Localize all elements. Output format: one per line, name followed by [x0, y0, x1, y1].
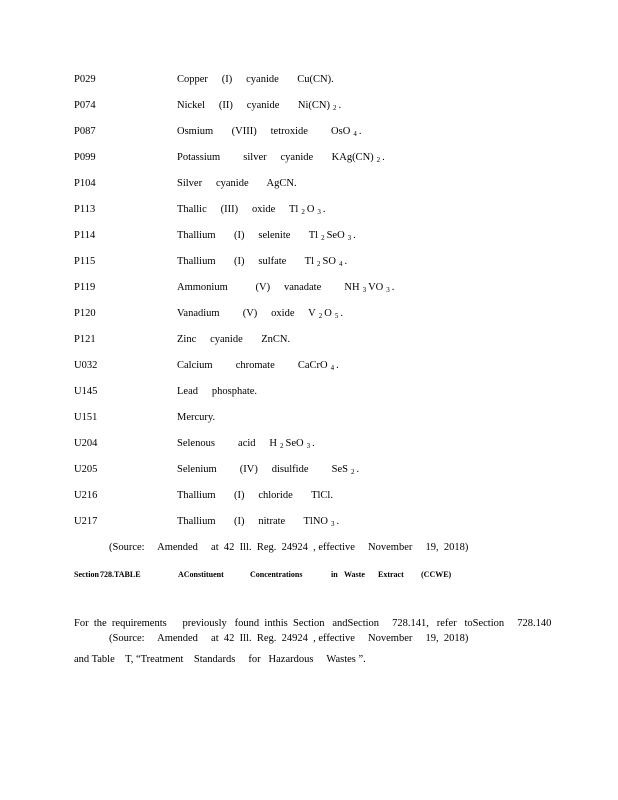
constituent-text: Thallium (I) nitrate TlNO [177, 516, 328, 527]
formula-part: . [358, 126, 362, 137]
constituent-text: Calcium chromate CaCrO [177, 360, 328, 371]
constituent-name [177, 515, 339, 531]
constituent-text: Thallium (I) selenite Tl [177, 230, 319, 241]
table-row [0, 203, 618, 217]
formula-subscript: 3 [347, 234, 352, 242]
section-heading-word: 728.TABLE [100, 570, 141, 579]
paragraph-line: For the requirements previously found inthis Section andSection 728.141, refer toSection 728.140 [74, 618, 552, 629]
constituent-text: Thallium (I) chloride TlCl. [177, 490, 333, 501]
constituent-name [177, 411, 215, 425]
constituent-name [177, 463, 359, 479]
formula-part: . [338, 100, 342, 111]
section-heading-word: (CCWE) [421, 570, 452, 579]
formula-part: SeO [285, 438, 304, 449]
formula-part: . [356, 464, 360, 475]
constituent-text: Zinc cyanide ZnCN. [177, 334, 291, 345]
source-note-2: (Source: Amended at 42 Ill. Reg. 24924 , effective November 19, 2018) [109, 633, 469, 644]
table-row [0, 333, 618, 347]
constituent-name [177, 307, 343, 323]
formula-part: . [344, 256, 348, 267]
waste-code: P104 [74, 178, 96, 189]
formula-subscript: 2 [376, 156, 381, 164]
formula-subscript: 4 [353, 130, 357, 138]
constituent-name [177, 255, 347, 271]
section-heading-word: AConstituent [178, 570, 224, 579]
formula-subscript: 4 [330, 364, 335, 372]
constituent-text: Lead phosphate. [177, 386, 258, 397]
formula-subscript: 3 [317, 208, 321, 216]
table-row [0, 177, 618, 191]
constituent-text: Silver cyanide AgCN. [177, 178, 297, 189]
formula-part: VO [368, 282, 384, 293]
constituent-text: Mercury. [177, 412, 216, 423]
table-row [0, 125, 618, 139]
constituent-name [177, 177, 297, 191]
table-row [0, 515, 618, 529]
source-note-1: (Source: Amended at 42 Ill. Reg. 24924 , effective November 19, 2018) [109, 542, 469, 553]
formula-subscript: 4 [338, 260, 343, 268]
formula-subscript: 2 [332, 104, 337, 112]
section-heading-word: Extract [378, 570, 404, 579]
waste-code: U205 [74, 464, 98, 475]
formula-part: . [382, 152, 385, 163]
formula-part: . [340, 308, 343, 319]
waste-code: U145 [74, 386, 98, 397]
formula-subscript: 3 [306, 442, 311, 450]
waste-code: P114 [74, 230, 96, 241]
table-row [0, 151, 618, 165]
constituent-name [177, 333, 290, 347]
section-heading-word: Waste [344, 570, 365, 579]
formula-subscript: 2 [350, 468, 355, 476]
constituent-name [177, 437, 315, 453]
waste-code: U217 [74, 516, 98, 527]
constituent-name [177, 281, 394, 297]
constituent-name [177, 229, 356, 245]
waste-code: P113 [74, 204, 96, 215]
constituent-name [177, 73, 334, 87]
constituent-text: Selenium (IV) disulfide SeS [177, 464, 348, 475]
constituent-name [177, 125, 361, 141]
section-heading-word: Concentrations [250, 570, 303, 579]
formula-part: . [353, 230, 356, 241]
formula-subscript: 5 [334, 312, 339, 320]
waste-code: P074 [74, 100, 96, 111]
waste-code: P029 [74, 74, 96, 85]
waste-code: P087 [74, 126, 96, 137]
formula-subscript: 3 [330, 520, 335, 528]
formula-part: . [322, 204, 326, 215]
formula-part: . [336, 360, 339, 371]
section-heading-word: in [331, 570, 338, 579]
waste-code: P121 [74, 334, 96, 345]
formula-part: SeO [326, 230, 345, 241]
formula-part: . [391, 282, 395, 293]
section-heading-word: Section [74, 570, 99, 579]
constituent-name [177, 203, 326, 219]
formula-part: SO [322, 256, 336, 267]
table-row [0, 307, 618, 321]
formula-part: O [324, 308, 332, 319]
table-row [0, 255, 618, 269]
table-row [0, 281, 618, 295]
waste-code: U151 [74, 412, 98, 423]
table-row [0, 463, 618, 477]
constituent-text: Nickel (II) cyanide Ni(CN) [177, 100, 330, 111]
formula-subscript: 3 [386, 286, 390, 294]
constituent-text: Selenous acid H [177, 438, 277, 449]
constituent-text: Vanadium (V) oxide V [177, 308, 316, 319]
formula-part: O [306, 204, 315, 215]
formula-subscript: 2 [321, 234, 325, 242]
waste-code: P120 [74, 308, 96, 319]
waste-code: U216 [74, 490, 98, 501]
constituent-text: Osmium (VIII) tetroxide OsO [177, 126, 351, 137]
formula-part: . [312, 438, 315, 449]
table-row [0, 437, 618, 451]
table-row [0, 411, 618, 425]
table-row [0, 385, 618, 399]
formula-subscript: 2 [301, 208, 305, 216]
formula-subscript: 2 [318, 312, 323, 320]
waste-code: P115 [74, 256, 96, 267]
table-row [0, 359, 618, 373]
table-row [0, 229, 618, 243]
waste-code: P099 [74, 152, 96, 163]
paragraph-line: and Table T, “Treatment Standards for Hazardous Wastes ”. [74, 654, 366, 665]
constituent-name [177, 151, 385, 167]
constituent-name [177, 359, 339, 375]
constituent-text: Potassium silver cyanide KAg(CN) [177, 152, 374, 163]
constituent-text: Ammonium (V) vanadate NH [177, 282, 360, 293]
table-row [0, 99, 618, 113]
formula-part: . [336, 516, 340, 527]
constituent-text: Thallium (I) sulfate Tl [177, 256, 314, 267]
formula-subscript: 2 [317, 260, 321, 268]
waste-code: U032 [74, 360, 98, 371]
constituent-text: Copper (I) cyanide Cu(CN). [177, 74, 334, 85]
waste-code: U204 [74, 438, 98, 449]
constituent-name [177, 385, 257, 399]
constituent-name [177, 489, 333, 503]
table-row [0, 489, 618, 503]
waste-code: P119 [74, 282, 96, 293]
formula-subscript: 2 [280, 442, 284, 450]
formula-subscript: 3 [362, 286, 367, 294]
constituent-name [177, 99, 341, 115]
table-row [0, 73, 618, 87]
constituent-text: Thallic (III) oxide Tl [177, 204, 299, 215]
